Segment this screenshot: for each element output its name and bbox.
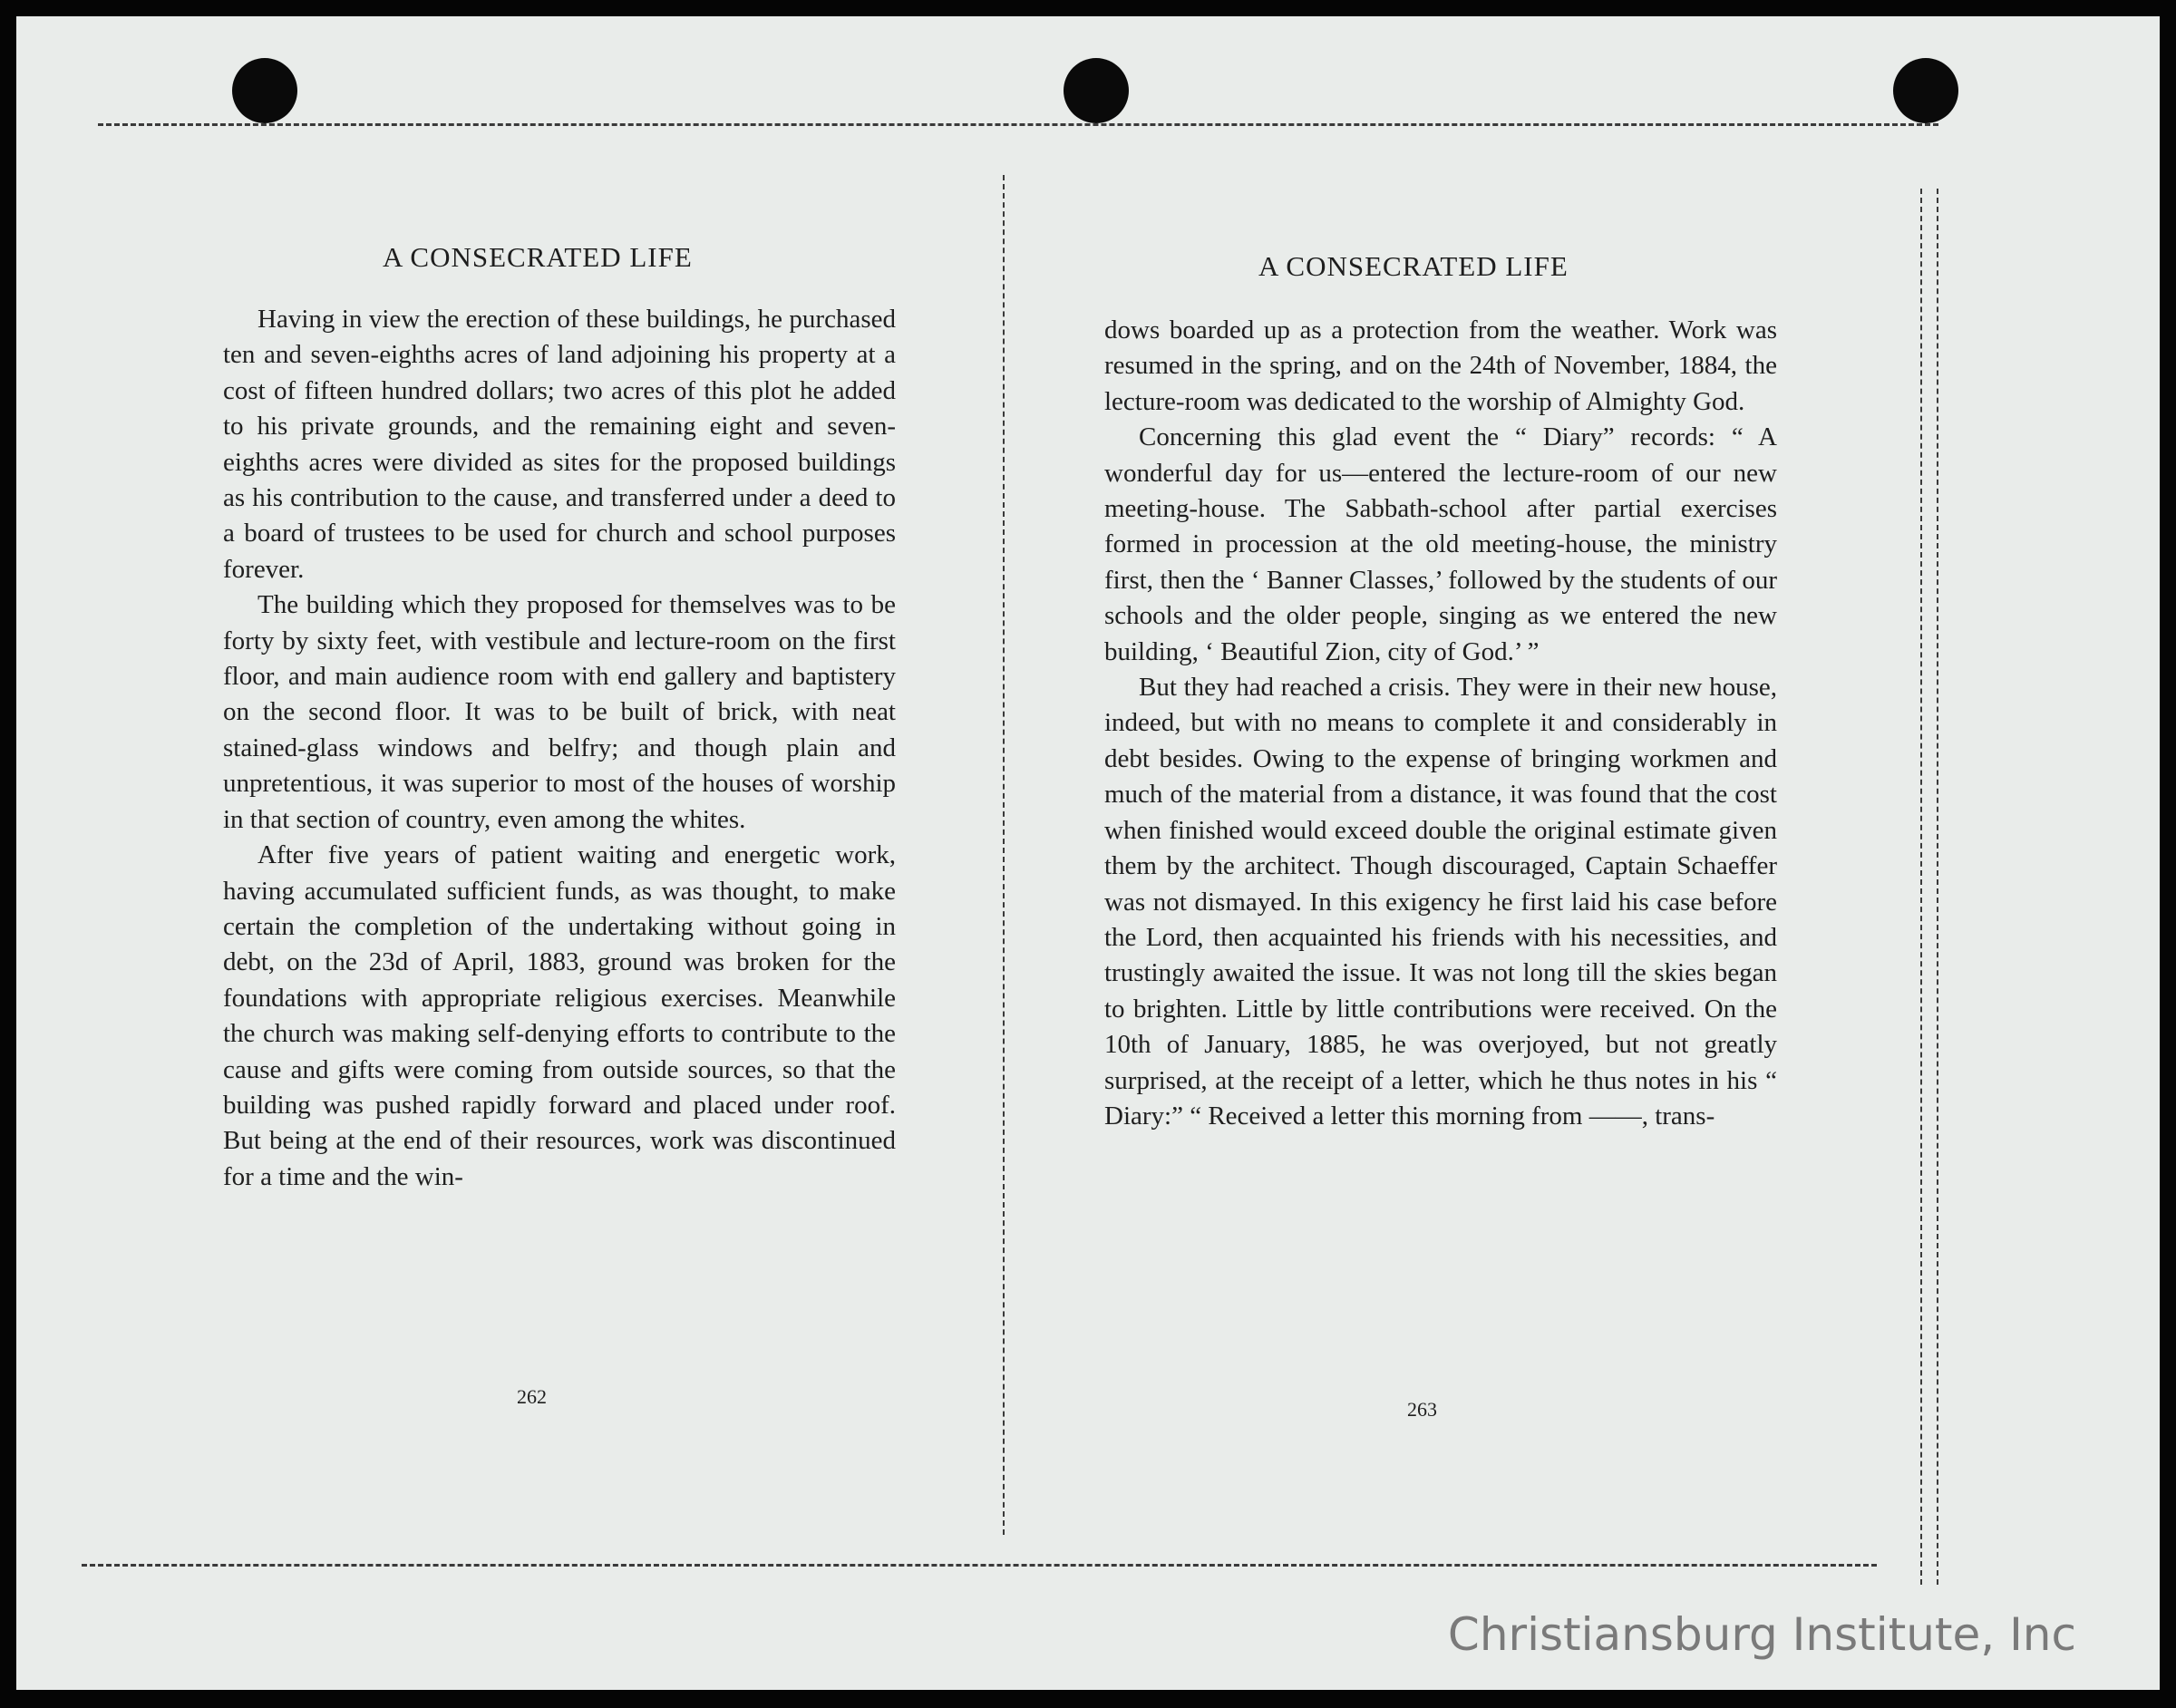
gutter-line bbox=[1003, 175, 1005, 1535]
top-page-edge bbox=[98, 123, 1938, 126]
right-page-heading: A CONSECRATED LIFE bbox=[1258, 250, 1569, 282]
right-paragraph-1: dows boarded up as a protection from the weather. Work was resumed in the spring, and on the 24th of November, 1884, the lecture-room was dedicated to the worship of Almighty God. bbox=[1104, 315, 1777, 416]
left-page-number: 262 bbox=[517, 1385, 547, 1408]
binder-hole-left bbox=[232, 58, 297, 123]
bottom-page-edge bbox=[82, 1564, 1877, 1567]
watermark: Christiansburg Institute, Inc bbox=[1447, 1608, 2076, 1661]
right-paragraph-3: But they had reached a crisis. They were in their new house, indeed, but with no means to complete it and considerably in debt besides. Owing to the expense of bringing workmen and much of the material from a distance, it was found that the cost when finished would exceed double the original estimate given them by the architect. Though discouraged, Captain Schaeffer was not dismayed. In this exigency he first laid his case before the Lord, then acquainted his friends with his necessities, and trustingly awaited the issue. It was not long till the skies began to brighten. Little by little contributions were received. On the 10th of January, 1885, he was overjoyed, but not greatly surprised, at the receipt of a letter, which he thus notes in his “ Diary:” “ Received a letter this morning from ——, trans- bbox=[1104, 673, 1777, 1131]
binder-hole-right bbox=[1893, 58, 1958, 123]
left-page-heading: A CONSECRATED LIFE bbox=[383, 241, 693, 273]
left-page-body bbox=[223, 302, 896, 1195]
scanned-sheet bbox=[16, 16, 2160, 1690]
right-edge-line bbox=[1920, 189, 1922, 1585]
left-paragraph-1: Having in view the erection of these buildings, he purchased ten and seven-eighths acres of land adjoining his property at a cost of fifteen hundred dollars; two acres of this plot he added to his private grounds, and the remaining eight and seven-eighths acres were divided as sites for the proposed buildings as his contribution to the cause, and transferred under a deed to a board of trustees to be used for church and school purposes forever. bbox=[223, 305, 896, 584]
right-page-body bbox=[1104, 313, 1777, 1134]
right-paragraph-2: Concerning this glad event the “ Diary” records: “ A wonderful day for us—entered the lecture-room of our new meeting-house. The Sabbath-school after partial exercises formed in procession at the old meeting-house, the ministry first, then the ‘ Banner Classes,’ followed by the students of our schools and the older people, singing as we entered the new building, ‘ Beautiful Zion, city of God.’ ” bbox=[1104, 422, 1777, 666]
left-paragraph-2: The building which they proposed for themselves was to be forty by sixty feet, with vestibule and lecture-room on the first floor, and main audience room with end gallery and baptistery on the second floor. It was to be built of brick, with neat stained-glass windows and belfry; and though plain and unpretentious, it was superior to most of the houses of worship in that section of country, even among the whites. bbox=[223, 590, 896, 834]
binder-hole-center bbox=[1064, 58, 1129, 123]
left-paragraph-3: After five years of patient waiting and energetic work, having accumulated sufficient funds, as was thought, to make certain the completion of the undertaking without going in debt, on the 23d of April, 1883, ground was broken for the foundations with appropriate religious exercises. Meanwhile the church was making self-denying efforts to contribute to the cause and gifts were coming from outside sources, so that the building was pushed rapidly forward and placed under roof. But being at the end of their resources, work was discontinued for a time and the win- bbox=[223, 840, 896, 1191]
right-page-number: 263 bbox=[1407, 1398, 1437, 1421]
right-edge-line-2 bbox=[1937, 189, 1938, 1585]
